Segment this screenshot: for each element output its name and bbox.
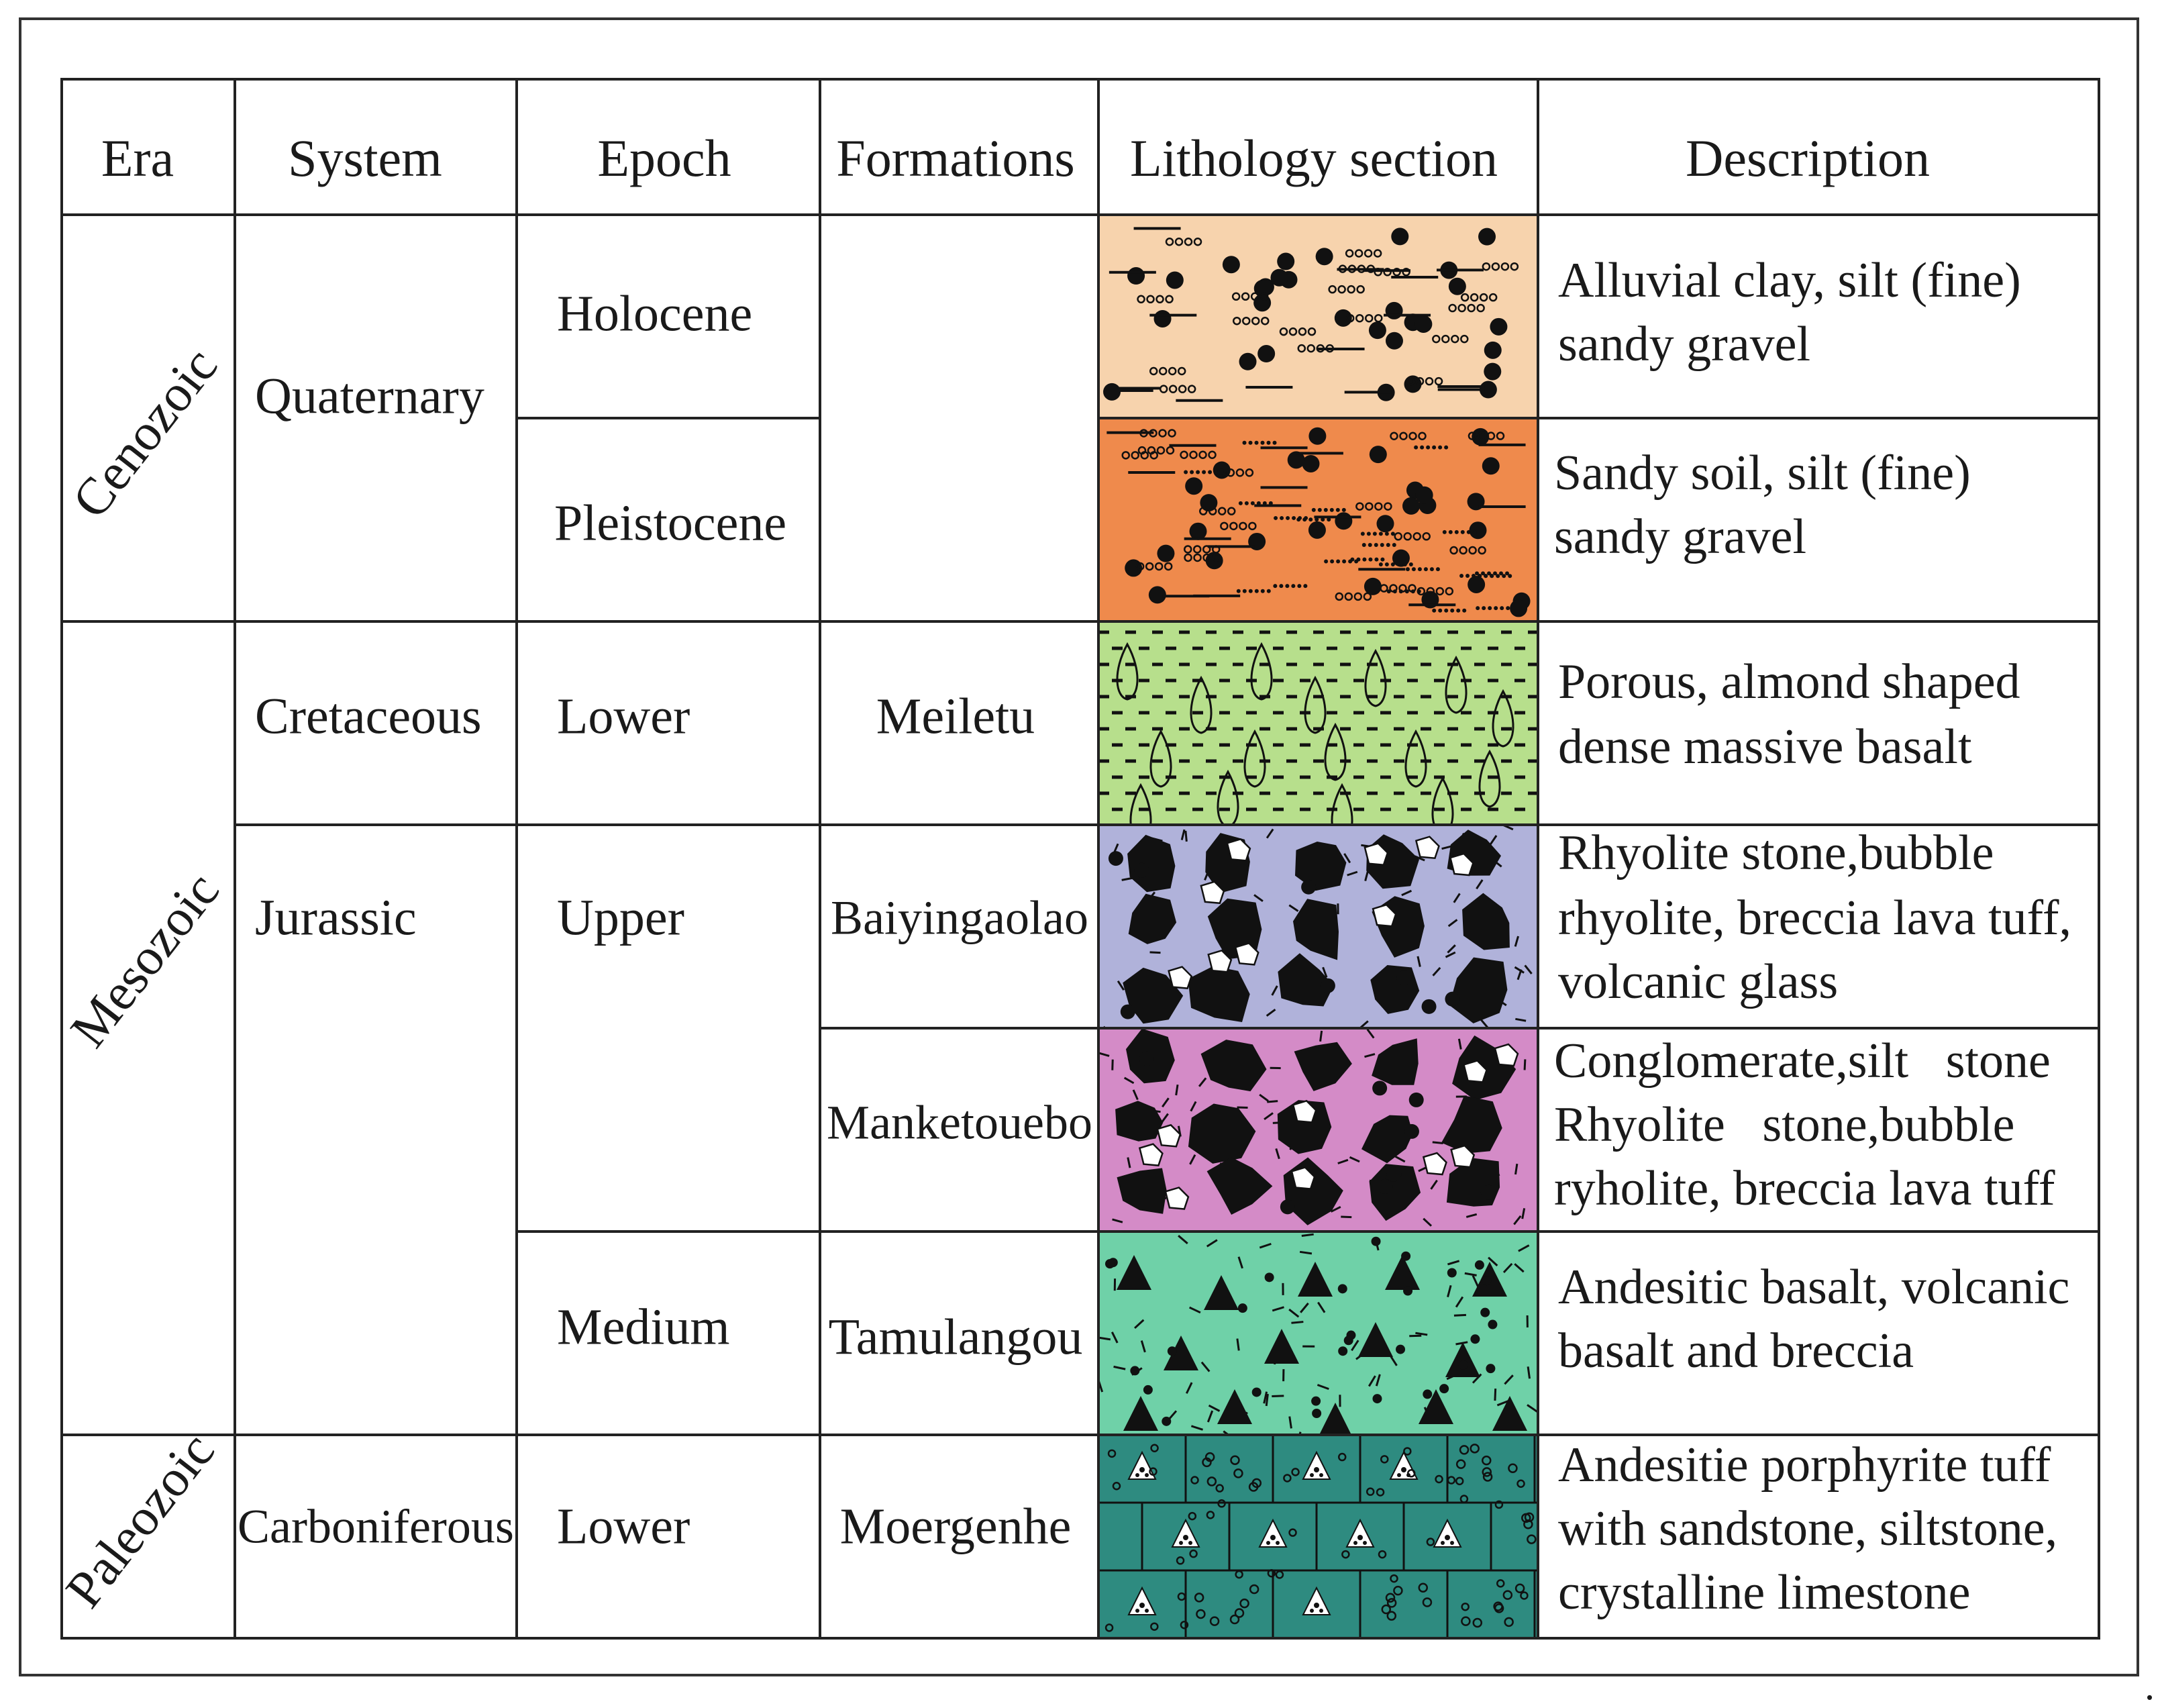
epoch-pleistocene: Pleistocene (554, 495, 786, 551)
svg-text:Rhyolite stone,bubble: Rhyolite stone,bubble (1554, 1097, 2015, 1152)
svg-text:with sandstone, siltstone,: with sandstone, siltstone, (1558, 1501, 2057, 1556)
header-epoch: Epoch (597, 129, 731, 187)
formation-tamulangou: Tamulangou (829, 1309, 1083, 1365)
header-formations: Formations (836, 129, 1074, 187)
system-quaternary: Quaternary (255, 368, 484, 424)
epoch-lower-cretaceous: Lower (557, 688, 690, 744)
epoch-upper-jurassic: Upper (557, 889, 684, 946)
trailing-mark: . (2145, 1666, 2155, 1706)
description-baiyingaolao (1558, 825, 2071, 1009)
svg-text:volcanic glass: volcanic glass (1558, 954, 1838, 1009)
epoch-holocene: Holocene (557, 285, 752, 342)
description-pleistocene (1554, 446, 1971, 564)
lithology-pleistocene (1098, 418, 1538, 621)
description-meiletu (1558, 654, 2020, 774)
svg-text:Andesitic basalt, volcanic: Andesitic basalt, volcanic (1558, 1260, 2069, 1315)
formation-meiletu: Meiletu (876, 688, 1035, 744)
header-description: Description (1686, 129, 1930, 187)
era-cenozoic: Cenozoic (60, 337, 228, 529)
svg-text:sandy gravel: sandy gravel (1554, 509, 1806, 564)
epoch-lower-carboniferous: Lower (557, 1498, 690, 1554)
system-carboniferous: Carboniferous (238, 1500, 514, 1554)
lithology-meiletu (1098, 621, 1539, 840)
header-era: Era (101, 129, 174, 187)
svg-text:ryholite, breccia lava tuff: ryholite, breccia lava tuff (1554, 1161, 2055, 1216)
svg-text:sandy gravel: sandy gravel (1558, 317, 1810, 372)
formation-baiyingaolao: Baiyingaolao (831, 891, 1088, 945)
header-lithology: Lithology section (1130, 129, 1498, 187)
lithology-baiyingaolao (1089, 825, 1538, 1034)
lithology-holocene (1098, 215, 1538, 418)
svg-text:rhyolite, breccia lava tuff,: rhyolite, breccia lava tuff, (1558, 891, 2071, 946)
lithology-moergenhe (1098, 1435, 1606, 1638)
formation-moergenhe: Moergenhe (840, 1498, 1072, 1554)
lithology-tamulangou (1098, 1232, 1538, 1444)
svg-text:Sandy soil, silt (fine): Sandy soil, silt (fine) (1554, 446, 1971, 501)
system-jurassic: Jurassic (255, 889, 417, 946)
svg-text:Porous, almond shaped: Porous, almond shaped (1558, 654, 2020, 709)
svg-text:Alluvial clay, silt (fine): Alluvial clay, silt (fine) (1558, 253, 2021, 308)
description-holocene (1558, 253, 2021, 372)
svg-text:basalt and breccia: basalt and breccia (1558, 1323, 1914, 1378)
era-paleozoic: Paleozoic (54, 1421, 225, 1617)
svg-text:Rhyolite stone,bubble: Rhyolite stone,bubble (1558, 825, 1994, 881)
header-system: System (288, 129, 442, 187)
epoch-medium-jurassic: Medium (557, 1299, 730, 1355)
formation-manketouebo: Manketouebo (827, 1096, 1092, 1150)
svg-text:Conglomerate,silt stone: Conglomerate,silt stone (1554, 1034, 2051, 1089)
description-tamulangou (1558, 1260, 2069, 1378)
era-mesozoic: Mesozoic (59, 861, 230, 1058)
svg-text:dense massive basalt: dense massive basalt (1558, 719, 1972, 774)
lithology-manketouebo (1098, 1028, 1538, 1241)
svg-text:crystalline limestone: crystalline limestone (1558, 1565, 1970, 1620)
description-manketouebo (1554, 1034, 2055, 1216)
svg-text:Andesitie porphyrite tuff: Andesitie porphyrite tuff (1558, 1438, 2051, 1493)
description-moergenhe (1558, 1438, 2057, 1620)
system-cretaceous: Cretaceous (255, 688, 482, 744)
